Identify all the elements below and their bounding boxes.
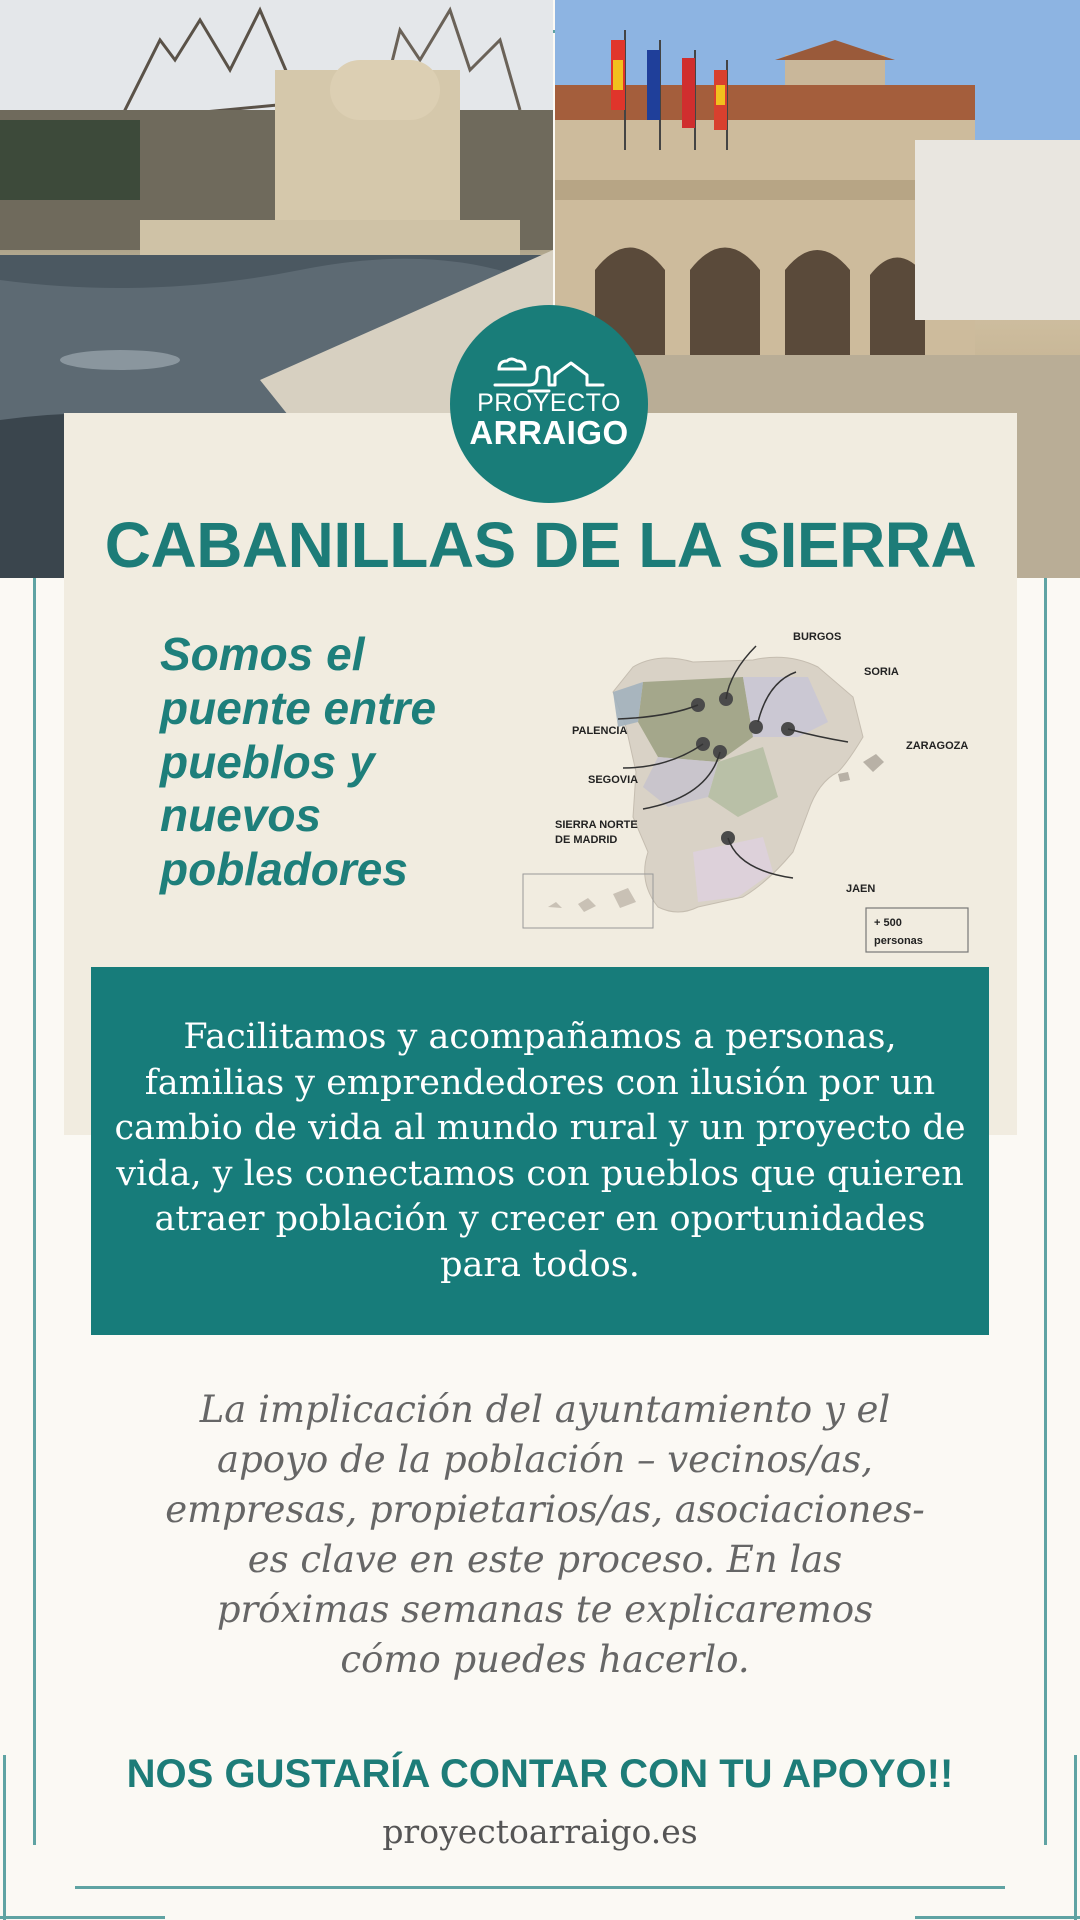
spain-map [518,622,978,962]
map-label-segovia: SEGOVIA [588,774,639,786]
description-text: Facilitamos y acompañamos a personas, familias y emprendedores con ilusión por un cambio de vida al mundo rural y un proyecto de vida, y les conectamos con pueblos que quieren atraer población y crecer en oportunidades para todos. [114,1017,966,1285]
involvement-quote: La implicación del ayuntamiento y el apoyo de la población – vecinos/as, empresas, propietarios/as, asociaciones- es clave en este proceso. En las próximas semanas te explicaremos cómo puedes hacerlo. [165,1388,925,1681]
support-call-to-action: NOS GUSTARÍA CONTAR CON TU APOYO!! [126,1752,954,1796]
dot-soria [749,720,763,734]
corner-bottom-right [915,1916,1080,1919]
description-box [91,967,989,1335]
map-label-sierra-norte-1: SIERRA NORTE [555,819,638,831]
frame-bottom-line [75,1886,1005,1889]
map-label-soria: SORIA [864,666,899,678]
badge-line-1: + 500 [874,917,902,929]
village-outline-icon [489,355,609,395]
website-link[interactable]: proyectoarraigo.es [382,1812,698,1851]
badge-line-2: personas [874,935,923,947]
page-title: CABANILLAS DE LA SIERRA [104,509,977,581]
map-label-zaragoza: ZARAGOZA [906,740,969,752]
proyecto-arraigo-logo [450,305,648,503]
tagline: Somos el puente entre pueblos y nuevos pobladores [160,628,437,896]
corner-bottom-left [0,1916,165,1919]
logo-line-1: PROYECTO [477,389,621,418]
map-label-palencia: PALENCIA [572,725,628,737]
map-label-burgos: BURGOS [793,631,842,643]
logo-line-2: ARRAIGO [469,414,629,452]
map-label-jaen: JAEN [846,883,876,895]
map-label-sierra-norte-2: DE MADRID [555,834,618,846]
